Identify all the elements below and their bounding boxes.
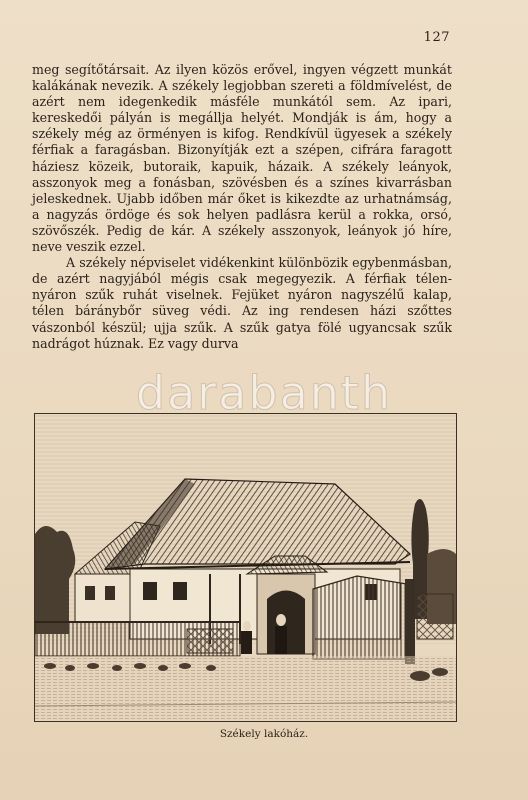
house-illustration [34,413,457,722]
szekely-house-engraving [35,414,456,721]
paragraph-1: meg segítőtársait. Az ilyen közös erővel, ingyen végzett munkát kalákának nevezik. A székely legjobban szereti a földmívelést, de azért nem idegenkedik másféle munkától sem. Az ipari, kereskedői pályán is megállja helyét. Mondják is ám, hogy a székely még az örményen is kifog. Rendkívül ügyesek a székely férfiak a faragásban. Bizonyítják ezt a szépen, cifrára faragott háziesz közeik, butoraik, kapuik, házaik. A székely leányok, asszonyok meg a fonásban, szövésben és a színes kivarrásban jeleskednek. Ujabb időben már őket is kikezdte az urhatnámság, a nagyzás ördöge és sok helyen padlásra kerül a rokka, orsó, szövőszék. Pedig de kár. A székely asszonyok, leányok jó híre, neve veszik ezzel. [32,62,452,255]
body-text [32,62,452,352]
paragraph-2: A székely népviselet vidékenkint különbözik egybenmásban, de azért nagyjából mégis csak megegyezik. A férfiak télen-nyáron szűk ruhát viselnek. Fejüket nyáron nagyszélű kalap, télen báránybőr süveg védi. Az ing rendesen házi szőttes vászonból készül; ujja szűk. A szűk gatya fölé ugyancsak szűk nadrágot húznak. Ez vagy durva [32,255,452,351]
figure-caption: Székely lakóház. [219,728,309,740]
watermark-text: darabanth [135,366,393,420]
page-number: 127 [423,30,450,45]
